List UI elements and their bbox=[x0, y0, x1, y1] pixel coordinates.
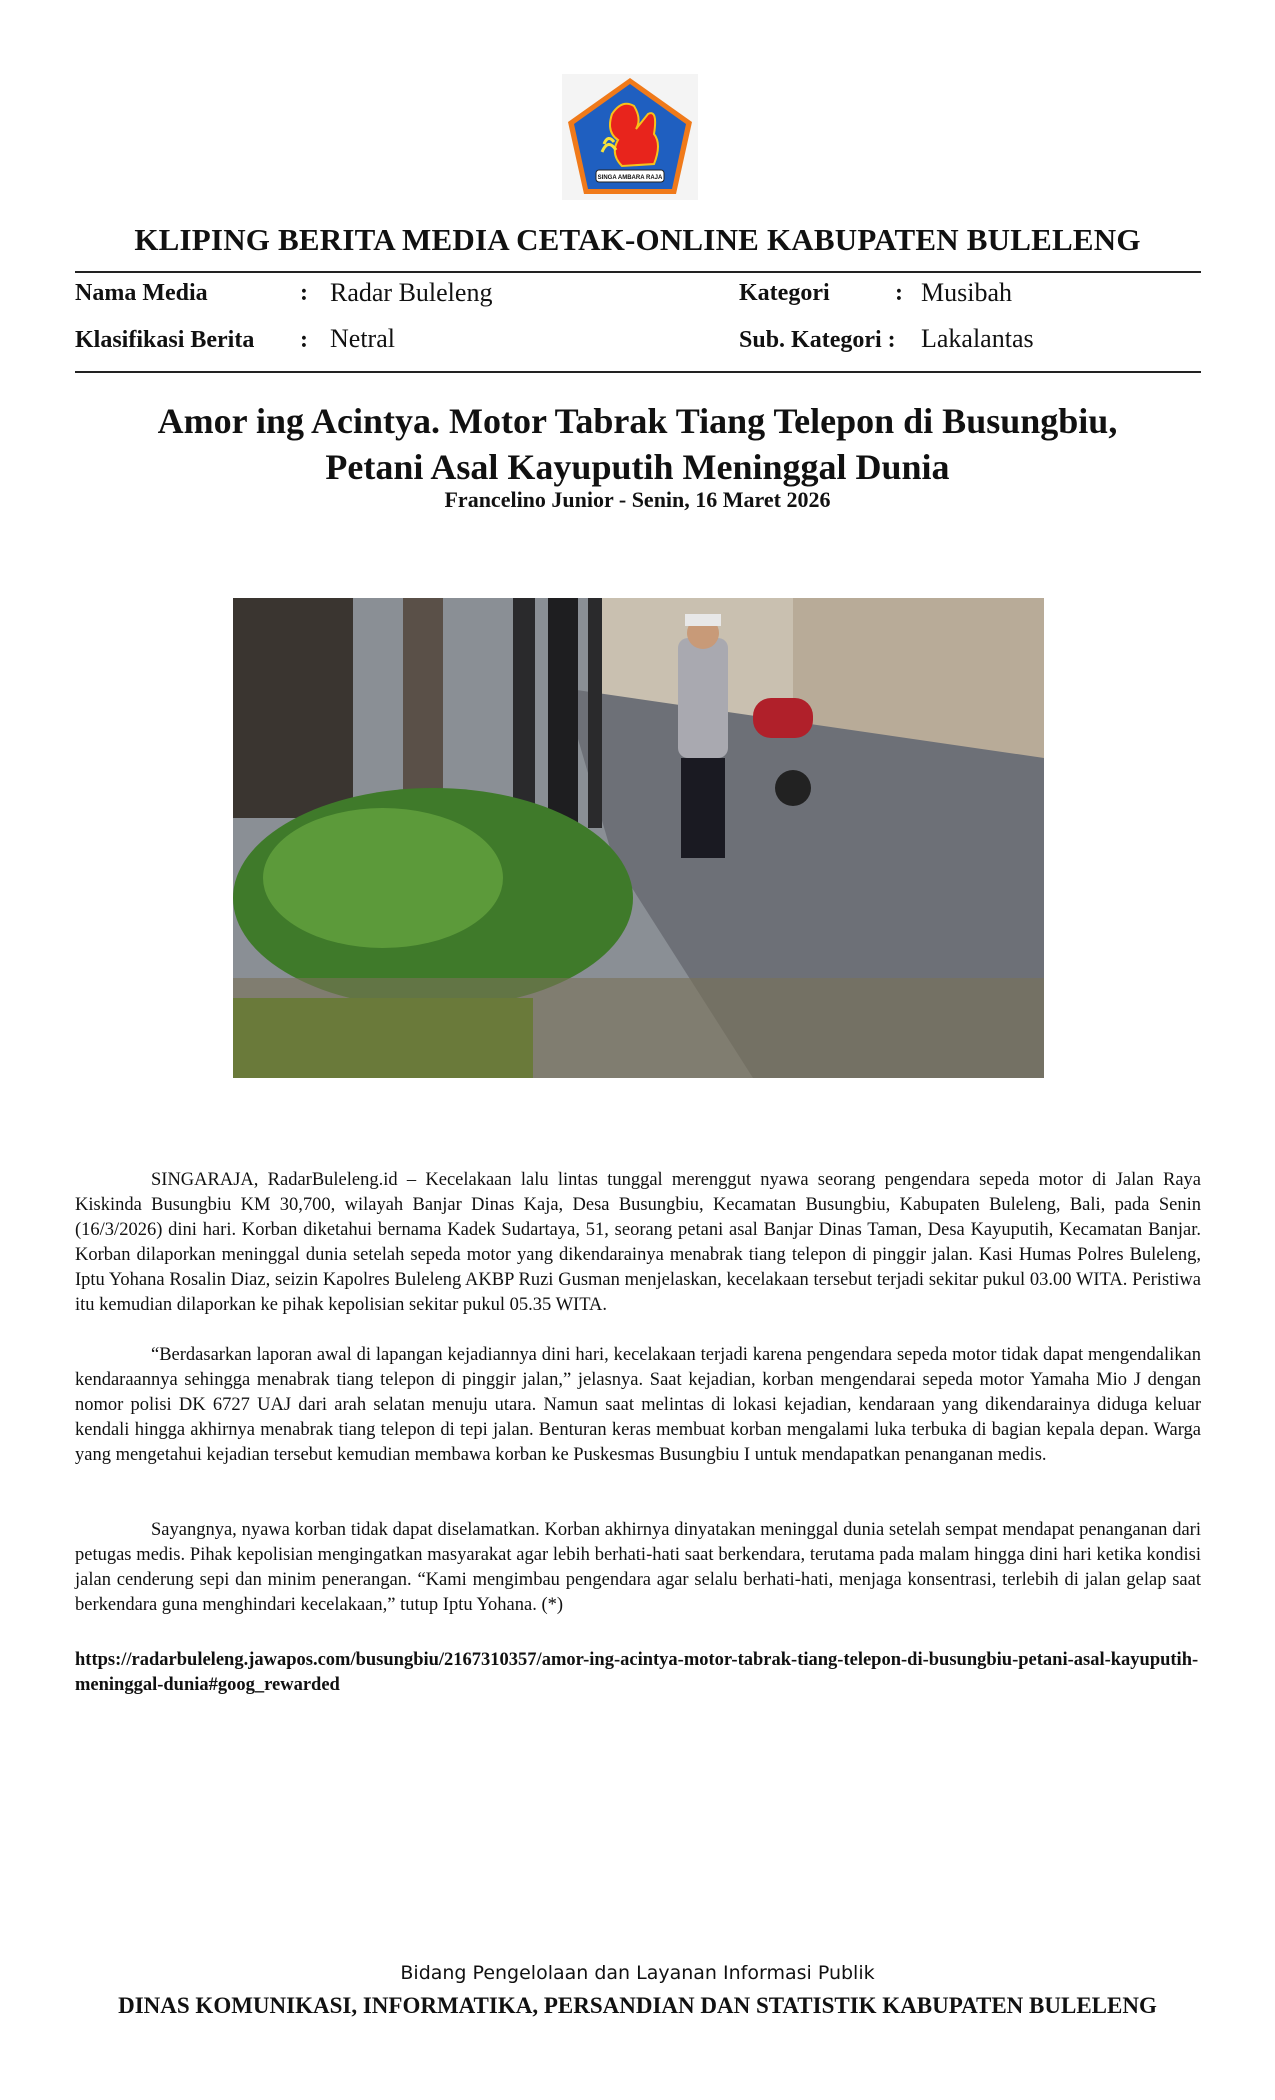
sub-kategori-value: Lakalantas bbox=[921, 324, 1034, 353]
regency-crest-logo bbox=[562, 74, 698, 200]
article-paragraph-1: SINGARAJA, RadarBuleleng.id – Kecelakaan lalu lintas tunggal merenggut nyawa seorang pengendara sepeda motor di Jalan Raya Kiskinda Busungbiu KM 30,700, wilayah Banjar Dinas Kaja, Desa Busungbiu, Kecamatan Busungbiu, Kabupaten Buleleng, Bali, pada Senin (16/3/2026) dini hari. Korban diketahui bernama Kadek Sudartaya, 51, seorang petani asal Banjar Dinas Taman, Desa Kayuputih, Kecamatan Banjar. Korban dilaporkan meninggal dunia setelah sepeda motor yang dikendarainya menabrak tiang telepon di pinggir jalan. Kasi Humas Polres Buleleng, Iptu Yohana Rosalin Diaz, seizin Kapolres Buleleng AKBP Ruzi Gusman menjelaskan, kecelakaan tersebut terjadi sekitar pukul 03.00 WITA. Peristiwa itu kemudian dilaporkan ke pihak kepolisian sekitar pukul 05.35 WITA. bbox=[75, 1170, 1201, 1315]
article-byline: Francelino Junior - Senin, 16 Maret 2026 bbox=[444, 487, 831, 512]
colon: : bbox=[895, 280, 903, 306]
colon: : bbox=[300, 280, 308, 306]
footer-division: Bidang Pengelolaan dan Layanan Informasi Publik bbox=[400, 1962, 875, 1984]
kategori-value: Musibah bbox=[921, 278, 1012, 307]
document-title: KLIPING BERITA MEDIA CETAK-ONLINE KABUPATEN BULELENG bbox=[134, 222, 1141, 257]
divider-top bbox=[75, 271, 1201, 273]
nama-media-value: Radar Buleleng bbox=[330, 278, 493, 307]
divider-bottom bbox=[75, 371, 1201, 373]
kategori-label: Kategori bbox=[739, 280, 830, 306]
sub-kategori-label: Sub. Kategori : bbox=[739, 327, 896, 353]
article-headline bbox=[0, 398, 1275, 490]
article-paragraph-2: “Berdasarkan laporan awal di lapangan kejadiannya dini hari, kecelakaan terjadi karena pengendara sepeda motor tidak dapat mengendalikan kendaraannya sehingga menabrak tiang telepon di pinggir jalan,” jelasnya. Saat kejadian, korban mengendarai sepeda motor Yamaha Mio J dengan nomor polisi DK 6727 UAJ dari arah selatan menuju utara. Namun saat melintas di lokasi kejadian, kendaraan yang dikendarainya diduga keluar kendali hingga akhirnya menabrak tiang telepon di tepi jalan. Benturan keras membuat korban mengalami luka terbuka di bagian kepala depan. Warga yang mengetahui kejadian tersebut kemudian membawa korban ke Puskesmas Busungbiu I untuk mendapatkan penanganan medis. bbox=[75, 1345, 1201, 1465]
colon: : bbox=[300, 327, 308, 353]
logo-motto: SINGA AMBARA RAJA bbox=[597, 175, 663, 181]
nama-media-label: Nama Media bbox=[75, 280, 208, 306]
headline-line-2: Petani Asal Kayuputih Meninggal Dunia bbox=[325, 447, 950, 487]
klasifikasi-label: Klasifikasi Berita bbox=[75, 327, 255, 353]
headline-line-1: Amor ing Acintya. Motor Tabrak Tiang Telepon di Busungbiu, bbox=[157, 401, 1118, 441]
klasifikasi-value: Netral bbox=[330, 324, 395, 353]
source-url-link[interactable]: https://radarbuleleng.jawapos.com/busungbiu/2167310357/amor-ing-acintya-motor-tabrak-tiang-telepon-di-busungbiu-petani-asal-kayuputih-meninggal-dunia#goog_rewarded bbox=[75, 1650, 1199, 1695]
footer-agency: DINAS KOMUNIKASI, INFORMATIKA, PERSANDIAN DAN STATISTIK KABUPATEN BULELENG bbox=[118, 1993, 1157, 2018]
article-paragraph-3: Sayangnya, nyawa korban tidak dapat diselamatkan. Korban akhirnya dinyatakan meninggal dunia setelah sempat mendapat penanganan dari petugas medis. Pihak kepolisian mengingatkan masyarakat agar lebih berhati-hati saat berkendara, terutama pada malam hingga dini hari ketika kondisi jalan cenderung sepi dan minim penerangan. “Kami mengimbau pengendara agar selalu berhati-hati, menjaga konsentrasi, terlebih di jalan gelap saat berkendara guna menghindari kecelakaan,” tutup Iptu Yohana. (*) bbox=[75, 1520, 1201, 1615]
article-photo bbox=[233, 598, 1044, 1078]
